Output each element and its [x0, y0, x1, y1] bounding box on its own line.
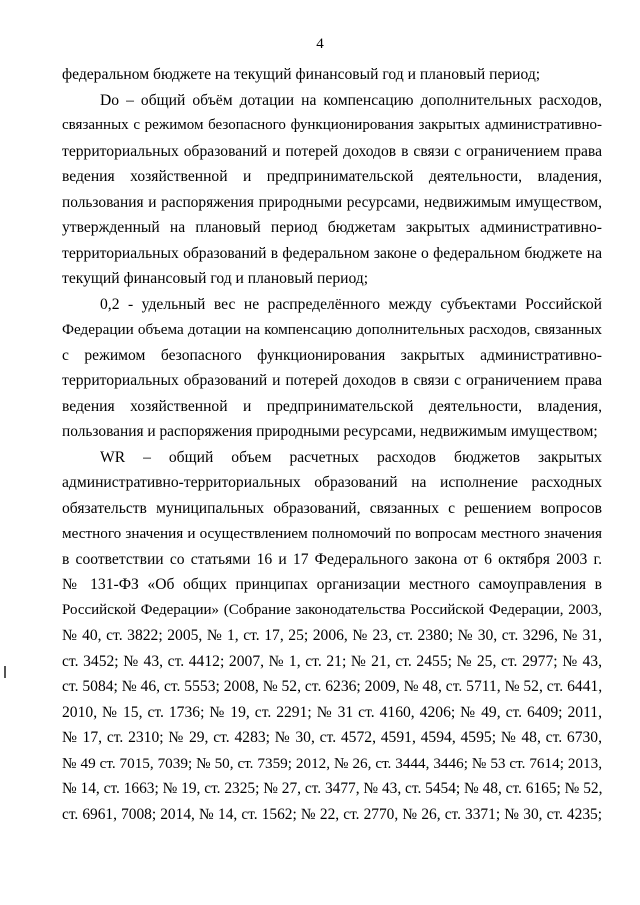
text-line: Федерации объема дотации на компенсацию дополнительных расходов, связанных [62, 321, 602, 338]
text-line: пользования и распоряжения природными ресурсами, недвижимым имуществом; [62, 423, 598, 440]
text-line: ведения хозяйственной и предпринимательской деятельности, владения, [62, 397, 602, 415]
text-line: связанных с режимом безопасного функционирования закрытых административно- [62, 117, 602, 133]
text-line: утвержденный на плановый период бюджетам закрытых административно- [62, 219, 602, 236]
text-line: Do – общий объём дотации на компенсацию дополнительных расходов, [100, 91, 602, 109]
page-number: 4 [316, 36, 324, 52]
text-line: федеральном бюджете на текущий финансовый год и плановый период; [62, 66, 541, 83]
text-line: Российской Федерации» (Собрание законодательства Российской Федерации, 2003, [62, 601, 602, 618]
text-line: местного значения и осуществлением полномочий по вопросам местного значения [62, 525, 602, 542]
document-body [62, 62, 602, 827]
text-line: территориальных образований и потерей доходов в связи с ограничением права [62, 372, 602, 389]
margin-mark [4, 666, 6, 678]
text-line: № 40, ст. 3822; 2005, № 1, ст. 17, 25; 2006, № 23, ст. 2380; № 30, ст. 3296, № 31, [62, 627, 602, 644]
text-line: территориальных образований и потерей доходов в связи с ограничением права [62, 142, 602, 160]
text-line: территориальных образований в федеральном законе о федеральном бюджете на [62, 244, 602, 262]
text-line: пользования и распоряжения природными ресурсами, недвижимым имуществом, [62, 193, 602, 211]
text-line: 0,2 - удельный вес не распределённого между субъектами Российской [100, 295, 602, 313]
text-line: ведения хозяйственной и предпринимательской деятельности, владения, [62, 168, 602, 185]
text-line: № 131-ФЗ «Об общих принципах организации местного самоуправления в [62, 576, 602, 593]
text-line: в соответствии со статьями 16 и 17 Федерального закона от 6 октября 2003 г. [62, 550, 602, 568]
text-line: № 14, ст. 1663; № 19, ст. 2325; № 27, ст. 3477, № 43, ст. 5454; № 48, ст. 6165; № 52, [62, 780, 603, 797]
text-line: ст. 3452; № 43, ст. 4412; 2007, № 1, ст. 21; № 21, ст. 2455; № 25, ст. 2977; № 43, [62, 652, 602, 670]
text-line: ст. 5084; № 46, ст. 5553; 2008, № 52, ст. 6236; 2009, № 48, ст. 5711, № 52, ст. 6441, [62, 678, 603, 695]
text-line: текущий финансовый год и плановый период; [62, 270, 369, 287]
text-line: с режимом безопасного функционирования закрытых административно- [62, 346, 602, 364]
text-line: ст. 6961, 7008; 2014, № 14, ст. 1562; № 22, ст. 2770, № 26, ст. 3371; № 30, ст. 4235; [62, 805, 602, 823]
text-line: административно-территориальных образований на исполнение расходных [62, 474, 602, 491]
text-line: № 17, ст. 2310; № 29, ст. 4283; № 30, ст. 4572, 4591, 4594, 4595; № 48, ст. 6730, [62, 729, 602, 746]
text-line: обязательств муниципальных образований, связанных с решением вопросов [62, 499, 602, 517]
text-line: 2010, № 15, ст. 1736; № 19, ст. 2291; № 31 ст. 4160, 4206; № 49, ст. 6409; 2011, [62, 703, 602, 721]
text-line: № 49 ст. 7015, 7039; № 50, ст. 7359; 2012, № 26, ст. 3444, 3446; № 53 ст. 7614; 2013, [62, 754, 602, 772]
text-line: WR – общий объем расчетных расходов бюджетов закрытых [100, 448, 602, 466]
